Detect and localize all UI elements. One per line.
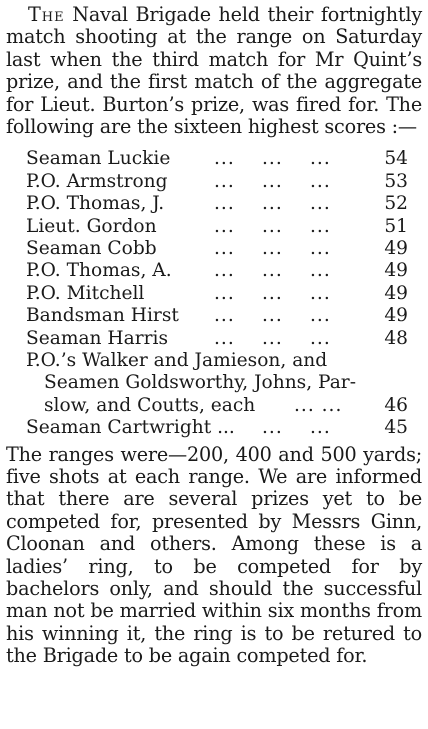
closing-paragraph: The ranges were—200, 400 and 500 yards; five shots at each range. We are informed that there are several prizes yet to be competed for, presented by Messrs Ginn, Cloonan and others. Among these is a ladies’ ring, to be competed for by bachelors only, and should the successful man not be married within six months from his winning it, the ring is to be retured to the Brigade to be again competed for. — [6, 442, 422, 668]
leader-dots: ... ... ... — [214, 305, 331, 327]
intro-paragraph — [6, 4, 422, 138]
score-row — [6, 216, 422, 238]
group-entry-line: Seamen Goldsworthy, Johns, Par- — [44, 372, 356, 394]
leader-dots: ... ... ... — [214, 170, 331, 192]
score-value: 49 — [384, 260, 408, 282]
intro-lead-word: The — [28, 3, 65, 26]
leader-dots: ... ... ... — [214, 327, 331, 349]
leader-dots: ... ... ... — [214, 282, 331, 304]
score-value: 52 — [384, 193, 408, 215]
score-row — [6, 283, 422, 305]
group-entry-label: slow, and Coutts, each — [44, 394, 256, 416]
leader-dots: ... ... ... — [214, 260, 331, 282]
score-value: 45 — [384, 417, 408, 439]
leader-dots: ... ... ... — [214, 215, 331, 237]
score-value: 54 — [384, 148, 408, 170]
score-value: 53 — [384, 170, 408, 192]
score-name: P.O. Mitchell — [26, 282, 145, 304]
score-row — [6, 328, 422, 350]
score-row — [6, 171, 422, 193]
score-name: Seaman Harris — [26, 327, 168, 349]
score-value: 46 — [384, 394, 408, 416]
leader-dots: ... ... — [294, 394, 343, 416]
score-name: Bandsman Hirst — [26, 305, 179, 327]
score-name: Seaman Cobb — [26, 238, 157, 259]
news-article — [6, 4, 422, 668]
score-name: Seaman Luckie — [26, 148, 171, 170]
score-name: P.O. Armstrong — [26, 170, 168, 192]
score-name: P.O. Thomas, J. — [26, 193, 165, 215]
score-name: Seaman Cartwright ... — [26, 417, 235, 439]
group-score-entry — [6, 350, 422, 417]
group-entry-line: P.O.’s Walker and Jamieson, and — [26, 349, 328, 371]
score-value: 51 — [384, 215, 408, 237]
score-value: 48 — [384, 327, 408, 349]
score-row — [6, 260, 422, 282]
group-entry-line — [26, 395, 422, 417]
score-row — [6, 417, 422, 439]
score-row — [6, 238, 422, 260]
leader-dots: ... ... ... — [214, 193, 331, 215]
score-value: 49 — [384, 282, 408, 304]
score-row — [6, 148, 422, 170]
score-name: P.O. Thomas, A. — [26, 260, 172, 282]
score-name: Lieut. Gordon — [26, 215, 157, 237]
score-list — [6, 148, 422, 439]
leader-dots: ... ... ... — [214, 238, 331, 259]
score-row — [6, 305, 422, 327]
score-value: 49 — [384, 305, 408, 327]
leader-dots: ... ... — [262, 417, 331, 439]
leader-dots: ... ... ... — [214, 148, 331, 170]
intro-text: Naval Brigade held their fortnightly match shooting at the range on Saturday last when the third match for Mr Quint’s prize, and the first match of the aggregate for Lieut. Burton’s prize, was fired for. The following are the sixteen highest scores :— — [6, 3, 422, 139]
score-row — [6, 193, 422, 215]
score-value: 49 — [384, 238, 408, 259]
